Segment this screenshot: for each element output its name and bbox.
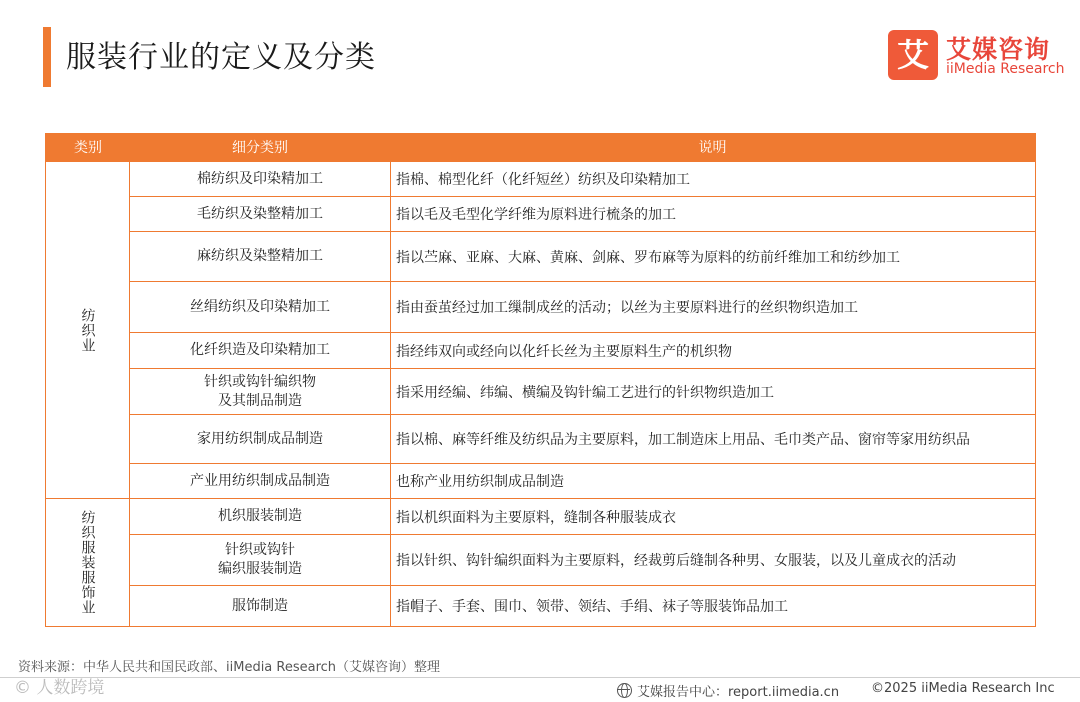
table-row-description: 指以机织面料为主要原料，缝制各种服装成衣: [396, 509, 676, 526]
table-row-subcategory: 家用纺织制成品制造: [197, 430, 323, 447]
category-label: 纺织业: [79, 307, 96, 353]
table-row-subcategory: 服饰制造: [232, 597, 288, 614]
table-row-description: 指以毛及毛型化学纤维为原料进行梳条的加工: [396, 207, 676, 223]
table-row-subcategory: 机织服装制造: [218, 508, 302, 524]
table-header-row: [46, 134, 1035, 162]
table-row-subcategory: 化纤织造及印染精加工: [190, 342, 330, 358]
table-row-description: 指采用经编、纬编、横编及钩针编工艺进行的针织物织造加工: [396, 384, 774, 401]
report-center-text: 艾媒报告中心：report.iimedia.cn: [637, 685, 840, 700]
title-accent-bar: [43, 27, 51, 87]
category-cell-apparel: [46, 499, 129, 626]
header-subcategory: 细分类别: [232, 140, 288, 156]
header-category: 类别: [74, 140, 102, 156]
table-row-description: 也称产业用纺织制成品制造: [396, 474, 564, 490]
logo-english-name: iiMedia Research: [946, 61, 1065, 77]
table-row-subcategory: 丝绢纺织及印染精加工: [190, 298, 330, 315]
table-row-description: 指以棉、麻等纤维及纺织品为主要原料，加工制造床上用品、毛巾类产品、窗帘等家用纺织品: [396, 432, 970, 448]
table-row-subcategory: 产业用纺织制成品制造: [190, 472, 330, 489]
table-row-subcategory: 棉纺织及印染精加工: [197, 170, 323, 187]
report-center-link[interactable]: [617, 681, 839, 700]
table-row-description: 指以苎麻、亚麻、大麻、黄麻、剑麻、罗布麻等为原料的纺前纤维加工和纺纱加工: [396, 249, 900, 266]
globe-icon: [617, 683, 632, 698]
table-row-subcategory: 毛纺织及染整精加工: [197, 205, 323, 222]
table-row-description: 指由蚕茧经过加工缫制成丝的活动；以丝为主要原料进行的丝织物织造加工: [396, 300, 858, 316]
table-row-subcategory: 针织或钩针 编织服装制造: [218, 542, 302, 577]
table-row-description: 指帽子、手套、围巾、领带、领结、手绢、袜子等服装饰品加工: [396, 599, 788, 615]
category-label: 纺织服装服饰业: [79, 510, 96, 615]
table-row-description: 指经纬双向或经向以化纤长丝为主要原料生产的机织物: [396, 343, 732, 360]
copyright: ©2025 iiMedia Research Inc: [871, 681, 1055, 696]
table-row-subcategory: 针织或钩针编织物 及其制品制造: [204, 373, 316, 409]
header-description: 说明: [698, 140, 727, 156]
footer-divider: [0, 677, 1080, 678]
logo-chinese-name: 艾媒咨询: [946, 35, 1051, 64]
table-row-description: 指以针织、钩针编织面料为主要原料，经裁剪后缝制各种男、女服装，以及儿童成衣的活动: [396, 553, 956, 569]
page-title: 服装行业的定义及分类: [66, 40, 376, 75]
watermark: © 人数跨境: [14, 678, 105, 698]
source-note: 资料来源：中华人民共和国民政部、iiMedia Research（艾媒咨询）整理: [18, 660, 441, 675]
logo-mark-icon: 艾: [888, 30, 938, 80]
iimedia-logo: [888, 30, 1065, 82]
classification-table: [45, 133, 1036, 627]
table-row-subcategory: 麻纺织及染整精加工: [197, 248, 323, 264]
category-cell-textile: [46, 162, 129, 498]
table-row-description: 指棉、棉型化纤（化纤短丝）纺织及印染精加工: [396, 172, 690, 188]
